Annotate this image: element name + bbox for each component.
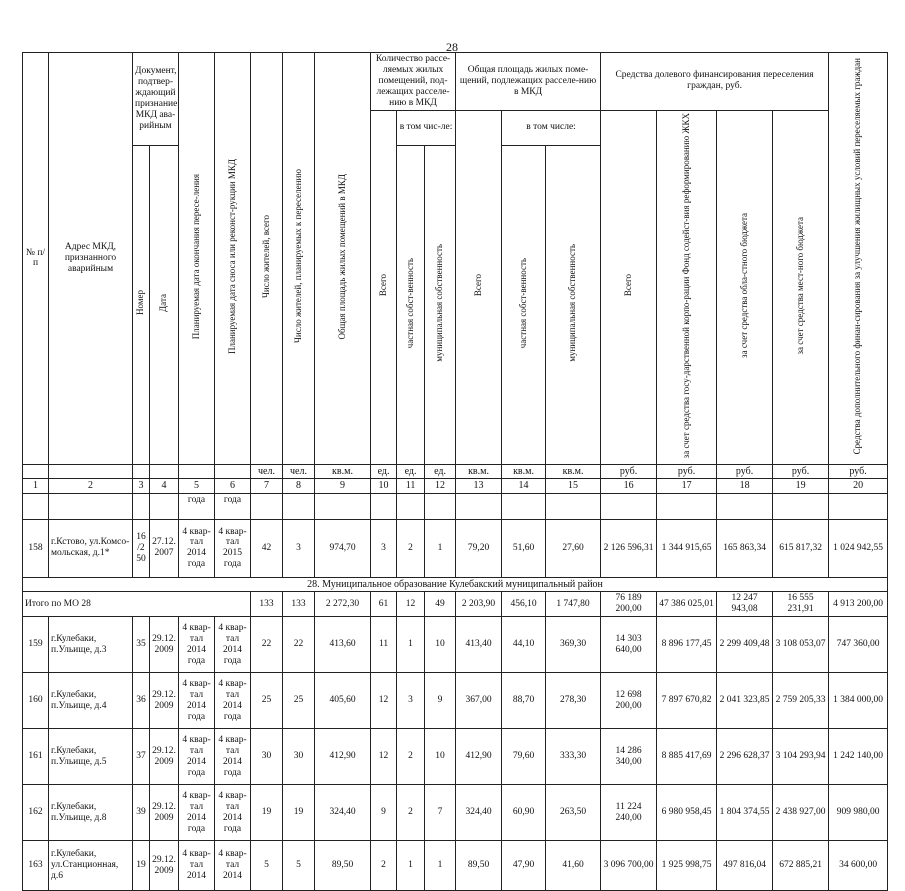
cell-date: 29.12. 2009: [150, 729, 179, 785]
hdr-count-municipal: муниципальная собственность: [425, 145, 456, 464]
cell-c11: 2: [397, 729, 425, 785]
hdr-planned-resettle: Планируемая дата окончания пересе-ления: [179, 53, 215, 465]
cell-c19: 3 104 293,94: [773, 729, 829, 785]
col-number: 15: [546, 479, 601, 494]
cell-c10: 3: [371, 519, 397, 577]
cell-c7: 19: [251, 785, 283, 841]
cell-c5: 4 квар-тал 2014 года: [179, 785, 215, 841]
col-number: 19: [773, 479, 829, 494]
cell-c5: года: [179, 493, 215, 519]
cell-c17: 8 896 177,45: [657, 617, 717, 673]
unit-cell: ед.: [425, 464, 456, 479]
cell-c6: 4 квар-тал 2014 года: [215, 785, 251, 841]
hdr-total-area: Общая площадь жилых помещений в МКД: [315, 53, 371, 465]
hdr-residents-planned: Число жителей, планируемых к переселению: [283, 53, 315, 465]
cell-c20: 34 600,00: [829, 841, 888, 891]
cell-c10: 9: [371, 785, 397, 841]
hdr-funds-total: Всего: [601, 110, 657, 464]
cell-c13: 413,40: [456, 617, 502, 673]
col-number: 9: [315, 479, 371, 494]
cell-c14: 47,90: [502, 841, 546, 891]
cell-c11: 1: [397, 841, 425, 891]
cell-c17: 6 980 958,45: [657, 785, 717, 841]
cell-c5: 4 квар-тал 2014 года: [179, 673, 215, 729]
cell-c11: 3: [397, 673, 425, 729]
cell-c16: 14 286 340,00: [601, 729, 657, 785]
total-c18: 12 247 943,08: [717, 592, 773, 617]
cell-num: 36: [133, 673, 150, 729]
cell-c16: 14 303 640,00: [601, 617, 657, 673]
cell-c13: 89,50: [456, 841, 502, 891]
cell-date: 29.12. 2009: [150, 617, 179, 673]
cell-n: 159: [23, 617, 49, 673]
cell-c8: 3: [283, 519, 315, 577]
total-c9: 2 272,30: [315, 592, 371, 617]
unit-cell: ед.: [371, 464, 397, 479]
table-row: [23, 673, 888, 729]
cell-c14: 60,90: [502, 785, 546, 841]
cell-c7: 5: [251, 841, 283, 891]
cell-c17: 1 925 998,75: [657, 841, 717, 891]
cell-c11: 2: [397, 785, 425, 841]
total-c13: 2 203,90: [456, 592, 502, 617]
cell-c15: 41,60: [546, 841, 601, 891]
cell-addr: г.Кулебаки, ул.Станционная, д.6: [49, 841, 133, 891]
section-row: [23, 577, 888, 592]
cell-c9: 405,60: [315, 673, 371, 729]
unit-cell: руб.: [773, 464, 829, 479]
cell-c6: года: [215, 493, 251, 519]
cell-c13: 367,00: [456, 673, 502, 729]
cell-c14: 88,70: [502, 673, 546, 729]
cell-c13: 412,90: [456, 729, 502, 785]
hdr-area-private: частная собст-венность: [502, 145, 546, 464]
unit-cell: чел.: [283, 464, 315, 479]
table-row: [23, 785, 888, 841]
unit-cell: чел.: [251, 464, 283, 479]
hdr-area-total: Всего: [456, 110, 502, 464]
cell-date: 29.12. 2009: [150, 841, 179, 891]
cell-c10: 12: [371, 673, 397, 729]
cell-n: 158: [23, 519, 49, 577]
table-row: [23, 519, 888, 577]
cell-c6: 4 квар-тал 2014: [215, 841, 251, 891]
cell-c16: 12 698 200,00: [601, 673, 657, 729]
cell-c20: 1 024 942,55: [829, 519, 888, 577]
unit-cell: руб.: [657, 464, 717, 479]
cell-c18: 497 816,04: [717, 841, 773, 891]
hdr-doc-date: Дата: [150, 145, 179, 464]
col-number: 13: [456, 479, 502, 494]
cell-c20: 1 242 140,00: [829, 729, 888, 785]
cell-c6: 4 квар-тал 2015 года: [215, 519, 251, 577]
col-number: 12: [425, 479, 456, 494]
cell-c14: 79,60: [502, 729, 546, 785]
hdr-count-group: Количество рассе-ляемых жилых помещений, под-лежащих расселе-нию в МКД: [371, 53, 456, 111]
cell-c12: 1: [425, 519, 456, 577]
cell-c19: 2 759 205,33: [773, 673, 829, 729]
cell-c8: 22: [283, 617, 315, 673]
cell-c12: 1: [425, 841, 456, 891]
cell-num: 37: [133, 729, 150, 785]
col-number: 4: [150, 479, 179, 494]
cell-c10: 12: [371, 729, 397, 785]
hdr-count-total: Всего: [371, 110, 397, 464]
hdr-address: Адрес МКД, признанного аварийным: [49, 53, 133, 465]
hdr-funds-fund: за счет средства госу-дарственной корпо-рации Фонд содейст-вия реформированию ЖКХ: [657, 110, 717, 464]
cell-c14: 44,10: [502, 617, 546, 673]
cell-c7: 30: [251, 729, 283, 785]
cell-date: 29.12. 2009: [150, 673, 179, 729]
cell-c8: 25: [283, 673, 315, 729]
cell-c6: 4 квар-тал 2014 года: [215, 673, 251, 729]
col-number: 11: [397, 479, 425, 494]
table-row: [23, 617, 888, 673]
cell-c5: 4 квар-тал 2014 года: [179, 617, 215, 673]
cell-c10: 11: [371, 617, 397, 673]
cell-c12: 9: [425, 673, 456, 729]
cell-c20: 1 384 000,00: [829, 673, 888, 729]
cell-c18: 165 863,34: [717, 519, 773, 577]
cell-c13: 79,20: [456, 519, 502, 577]
cell-c13: 324,40: [456, 785, 502, 841]
unit-cell: руб.: [601, 464, 657, 479]
cell-c15: 263,50: [546, 785, 601, 841]
total-c17: 47 386 025,01: [657, 592, 717, 617]
col-number: 16: [601, 479, 657, 494]
cell-c11: 1: [397, 617, 425, 673]
cell-num: 19: [133, 841, 150, 891]
cell-date: 29.12. 2009: [150, 785, 179, 841]
cell-c17: 8 885 417,69: [657, 729, 717, 785]
total-c8: 133: [283, 592, 315, 617]
cell-c9: 413,60: [315, 617, 371, 673]
cell-c16: 11 224 240,00: [601, 785, 657, 841]
cell-c10: 2: [371, 841, 397, 891]
hdr-residents-total: Число жителей, всего: [251, 53, 283, 465]
totals-label: Итого по МО 28: [23, 592, 251, 617]
cell-c5: 4 квар-тал 2014 года: [179, 519, 215, 577]
total-c20: 4 913 200,00: [829, 592, 888, 617]
col-number: 3: [133, 479, 150, 494]
unit-cell: руб.: [829, 464, 888, 479]
cell-c16: 3 096 700,00: [601, 841, 657, 891]
cell-n: 160: [23, 673, 49, 729]
cell-c19: 672 885,21: [773, 841, 829, 891]
cell-c8: 19: [283, 785, 315, 841]
cell-c9: 974,70: [315, 519, 371, 577]
hdr-funds-extra: Средства дополнительного финан-сирования за улучшения жилищных условий переселяемых граждан: [829, 53, 888, 465]
hdr-funds-local: за счет средства мест-ного бюджета: [773, 110, 829, 464]
cell-date: 27.12. 2007: [150, 519, 179, 577]
cell-num: 39: [133, 785, 150, 841]
col-number: 7: [251, 479, 283, 494]
col-number: 18: [717, 479, 773, 494]
cell-c17: 1 344 915,65: [657, 519, 717, 577]
hdr-area-group: Общая площадь жилых поме-щений, подлежащих расселе-нию в МКД: [456, 53, 601, 111]
unit-cell: кв.м.: [546, 464, 601, 479]
cell-c19: 3 108 053,07: [773, 617, 829, 673]
cell-num: 16 /2 50: [133, 519, 150, 577]
cell-addr: г.Кулебаки, п.Ульище, д.8: [49, 785, 133, 841]
cell-c14: 51,60: [502, 519, 546, 577]
unit-cell: кв.м.: [315, 464, 371, 479]
col-number: 17: [657, 479, 717, 494]
cell-c7: 25: [251, 673, 283, 729]
hdr-num: № п/п: [23, 53, 49, 465]
section-title: 28. Муниципальное образование Кулебакский муниципальный район: [23, 577, 888, 592]
hdr-area-municipal: муниципальная собственность: [546, 145, 601, 464]
cell-addr: г.Кстово, ул.Комсо-мольская, д.1*: [49, 519, 133, 577]
cell-c17: 7 897 670,82: [657, 673, 717, 729]
total-c16: 76 189 200,00: [601, 592, 657, 617]
cell-c5: 4 квар-тал 2014 года: [179, 729, 215, 785]
cell-c16: 2 126 596,31: [601, 519, 657, 577]
total-c10: 61: [371, 592, 397, 617]
hdr-count-incl: в том чис-ле:: [397, 110, 456, 145]
col-number: 8: [283, 479, 315, 494]
cell-c19: 615 817,32: [773, 519, 829, 577]
cell-c9: 324,40: [315, 785, 371, 841]
hdr-document: Документ, подтвер-ждающий признание МКД ава-рийным: [133, 53, 179, 146]
cell-num: 35: [133, 617, 150, 673]
cell-c11: 2: [397, 519, 425, 577]
cell-c7: 22: [251, 617, 283, 673]
unit-cell: руб.: [717, 464, 773, 479]
cell-c8: 5: [283, 841, 315, 891]
cell-n: 162: [23, 785, 49, 841]
col-number: 10: [371, 479, 397, 494]
cell-c6: 4 квар-тал 2014 года: [215, 729, 251, 785]
page-number: 28: [446, 40, 458, 54]
total-c19: 16 555 231,91: [773, 592, 829, 617]
unit-cell: кв.м.: [502, 464, 546, 479]
hdr-area-incl: в том числе:: [502, 110, 601, 145]
cell-c19: 2 438 927,00: [773, 785, 829, 841]
cell-c18: 2 296 628,37: [717, 729, 773, 785]
resettlement-table: [22, 52, 888, 891]
hdr-planned-demolish: Планируемая дата сноса или реконст-рукции МКД: [215, 53, 251, 465]
cell-c20: 909 980,00: [829, 785, 888, 841]
cell-c15: 333,30: [546, 729, 601, 785]
cell-c9: 412,90: [315, 729, 371, 785]
unit-cell: кв.м.: [456, 464, 502, 479]
total-c15: 1 747,80: [546, 592, 601, 617]
cell-c18: 2 299 409,48: [717, 617, 773, 673]
col-number: 5: [179, 479, 215, 494]
hdr-funds-group: Средства долевого финансирования переселения граждан, руб.: [601, 53, 829, 111]
totals-row: [23, 592, 888, 617]
hdr-funds-regional: за счет средства обла-стного бюджета: [717, 110, 773, 464]
cell-c12: 10: [425, 617, 456, 673]
table-row: [23, 729, 888, 785]
total-c14: 456,10: [502, 592, 546, 617]
cell-c5: 4 квар-тал 2014: [179, 841, 215, 891]
total-c7: 133: [251, 592, 283, 617]
cell-c7: 42: [251, 519, 283, 577]
unit-cell: ед.: [397, 464, 425, 479]
cell-addr: г.Кулебаки, п.Ульище, д.4: [49, 673, 133, 729]
cell-c8: 30: [283, 729, 315, 785]
hdr-count-private: частная собст-венность: [397, 145, 425, 464]
hdr-doc-number: Номер: [133, 145, 150, 464]
col-number: 14: [502, 479, 546, 494]
col-number: 2: [49, 479, 133, 494]
cell-c15: 27,60: [546, 519, 601, 577]
table-row: [23, 841, 888, 891]
cell-c9: 89,50: [315, 841, 371, 891]
cell-c12: 10: [425, 729, 456, 785]
col-number: 6: [215, 479, 251, 494]
cell-n: 161: [23, 729, 49, 785]
cell-addr: г.Кулебаки, п.Ульище, д.3: [49, 617, 133, 673]
cell-c6: 4 квар-тал 2014 года: [215, 617, 251, 673]
cell-c12: 7: [425, 785, 456, 841]
total-c11: 12: [397, 592, 425, 617]
header-row-1: [23, 53, 888, 111]
cell-n: 163: [23, 841, 49, 891]
column-number-row: [23, 479, 888, 494]
total-c12: 49: [425, 592, 456, 617]
cell-c20: 747 360,00: [829, 617, 888, 673]
cell-c18: 1 804 374,55: [717, 785, 773, 841]
cell-c18: 2 041 323,85: [717, 673, 773, 729]
units-row: [23, 464, 888, 479]
cell-c15: 278,30: [546, 673, 601, 729]
col-number: 20: [829, 479, 888, 494]
cell-addr: г.Кулебаки, п.Ульище, д.5: [49, 729, 133, 785]
col-number: 1: [23, 479, 49, 494]
table-row: [23, 493, 888, 519]
data-rows: [23, 617, 888, 891]
cell-c15: 369,30: [546, 617, 601, 673]
